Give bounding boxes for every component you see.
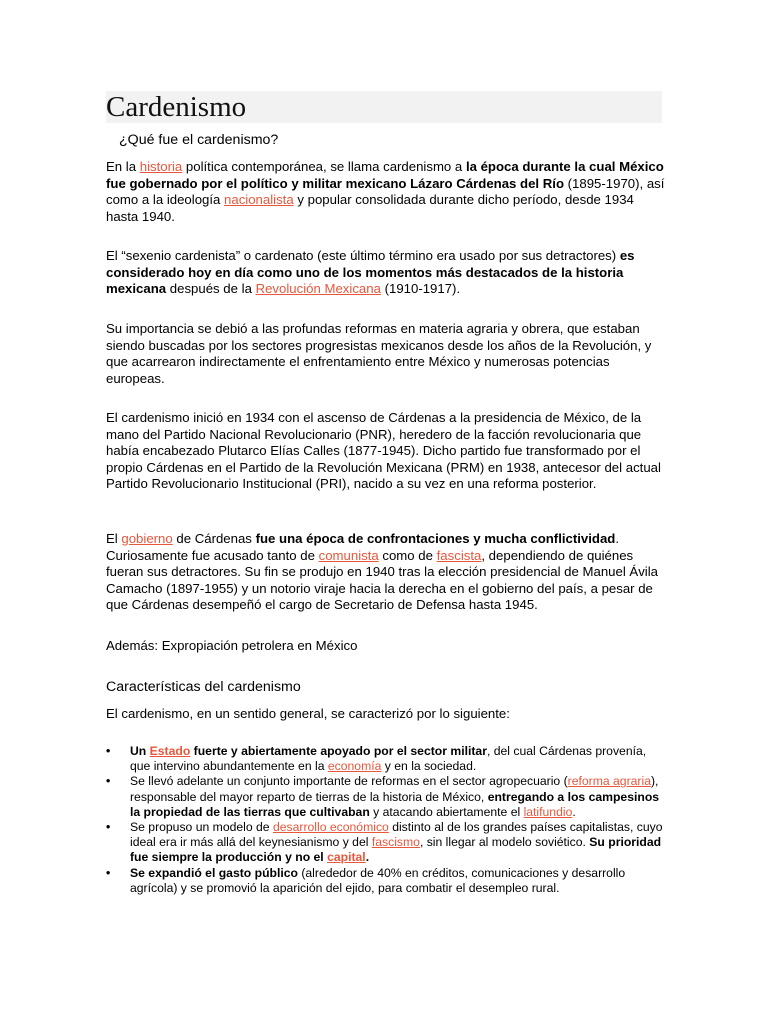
text: , dependiendo de quiénes fueran sus detractores. Su fin se produjo en 1940 tras la elección presidencial de Manuel Ávila Camacho (1897-1955) y un notorio viraje hacia la derecha en el gobierno del país, a pesar de que Cárdenas desempeñó el cargo de Secretario de Defensa hasta 1945. [106,547,659,612]
bold-text: . [365,850,370,865]
subtitle: ¿Qué fue el cardenismo? [119,132,279,148]
text: distinto al de los grandes países capitalistas, cuyo ideal era ir más allá del keynesianismo y del [130,820,663,850]
list-item [106,744,666,774]
bold-text: es considerado hoy en día como uno de los momentos más destacados de la historia mexicana [106,248,635,296]
link-latifundio[interactable]: latifundio [523,804,573,819]
bullet-icon: • [106,820,111,835]
link-estado[interactable]: Estado [149,744,191,758]
link-revolucion-mexicana[interactable]: Revolución Mexicana [255,281,381,296]
link-reforma-agraria[interactable]: reforma agraria [567,774,651,789]
text: después de la [166,281,256,296]
paragraph-ademas: Además: Expropiación petrolera en México [106,638,358,653]
text: . Curiosamente fue acusado tanto de [106,531,620,563]
paragraph-2 [106,248,666,298]
text: (1895-1970), así como a la ideología [106,175,665,207]
text: y popular consolidada durante dicho período, desde 1934 hasta 1940. [106,192,634,224]
text: Se propuso un modelo de [130,820,273,835]
bullet-icon: • [106,744,111,758]
text: (1910-1917). [380,281,461,296]
link-fascismo[interactable]: fascismo [371,835,420,850]
paragraph-5 [106,531,666,614]
text: ), responsable del mayor reparto de tierras de la historia de México, [130,774,659,804]
text: , sin llegar al modelo soviético. [419,835,590,850]
link-fascista[interactable]: fascista [436,547,482,563]
text: de Cárdenas [172,531,256,546]
link-historia[interactable]: historia [139,159,183,174]
text: En la [106,159,140,174]
text: Se llevó adelante un conjunto importante de reformas en el sector agropecuario ( [130,774,568,789]
bold-text: fue una época de confrontaciones y mucha conflictividad [255,531,616,546]
bold-text: la época durante la cual México fue gobernado por el político y militar mexicano Lázaro Cárdenas del Río [106,159,664,191]
text: . [572,804,576,819]
list-item [106,866,666,896]
section-heading: Características del cardenismo [106,679,301,695]
bold-text: Se expandió el gasto público [130,865,298,880]
bold-text: entregando a los campesinos la propiedad de las tierras que cultivaban [130,789,660,819]
text: (alrededor de 40% en créditos, comunicaciones y desarrollo agrícola) y se promovió la aparición del ejido, para combatir el desempleo rural. [130,865,626,895]
text: , del cual Cárdenas provenía, que intervino abundantemente en la [130,744,647,774]
link-capital[interactable]: capital [327,850,366,865]
text: y en la sociedad. [381,759,477,774]
link-gobierno[interactable]: gobierno [121,531,173,546]
link-comunista[interactable]: comunista [318,547,379,563]
characteristics-list [106,744,666,896]
list-item [106,820,666,866]
text: como de [378,547,437,563]
text: El “sexenio cardenista” o cardenato (este último término era usado por sus detractores) [106,248,620,263]
paragraph-1 [106,159,666,225]
text: política contemporánea, se llama cardenismo a [182,159,466,174]
bullet-icon: • [106,865,111,880]
paragraph-4: El cardenismo inició en 1934 con el ascenso de Cárdenas a la presidencia de México, de la mano del Partido Nacional Revolucionario (PNR), heredero de la facción revolucionaria que había encabezado Plutarco Elías Calles (1877-1945). Dicho partido fue transformado por el propio Cárdenas en el Partido de la Revolución Mexicana (PRM) en 1938, antecesor del actual Partido Revolucionario Institucional (PRI), nacido a su vez en una reforma posterior. [106,410,661,491]
text: y atacando abiertamente el [369,804,524,819]
paragraph-3: Su importancia se debió a las profundas reformas en materia agraria y obrera, que estaban siendo buscadas por los sectores progresistas mexicanos desde los años de la Revolución, y que acarrearon indirectamente el enfrentamiento entre México y numerosas potencias europeas. [106,321,652,386]
bold-text: Un [130,744,150,758]
page-title: Cardenismo [106,91,662,123]
link-desarrollo-economico[interactable]: desarrollo económico [272,820,389,835]
link-economia[interactable]: economía [327,759,382,774]
bold-text: Su prioridad fue siempre la producción y no el [130,835,662,865]
link-nacionalista[interactable]: nacionalista [224,192,294,207]
section-intro: El cardenismo, en un sentido general, se caracterizó por lo siguiente: [106,706,510,721]
bold-text: fuerte y abiertamente apoyado por el sector militar [190,744,487,758]
list-item [106,774,666,820]
bullet-icon: • [106,774,111,789]
text: El [106,531,122,546]
